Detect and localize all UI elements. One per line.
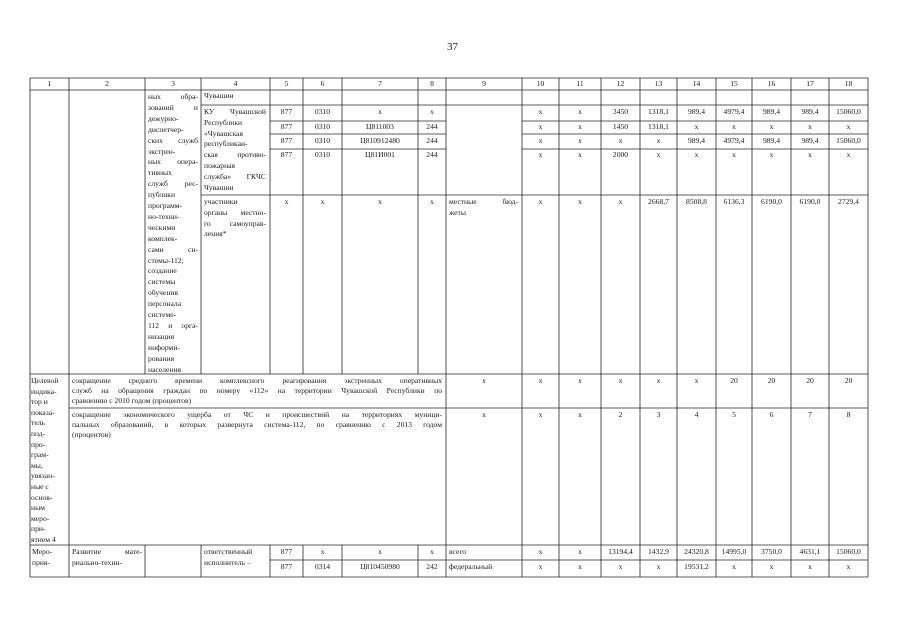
table-cell: x bbox=[732, 562, 736, 571]
table-cell: 20 bbox=[730, 376, 738, 385]
text-line: Развитие мате- bbox=[72, 547, 142, 556]
column-header: 7 bbox=[378, 79, 382, 88]
text-line: пожарная bbox=[204, 161, 236, 170]
table-cell: x bbox=[578, 376, 582, 385]
table-cell: x bbox=[618, 136, 623, 145]
text-line: комплек- bbox=[148, 233, 178, 243]
table-cell: 3 bbox=[656, 410, 661, 419]
table-cell: 0310 bbox=[314, 107, 331, 116]
text-line: обучения bbox=[148, 288, 178, 298]
table-cell: 877 bbox=[280, 122, 293, 131]
text-line: создание bbox=[148, 266, 177, 276]
text-line: основ- bbox=[31, 492, 53, 502]
text-line: ответственный bbox=[204, 547, 253, 556]
text-line: Меро- bbox=[32, 547, 53, 556]
text-line: сравнению с 2010 годом (процентов) bbox=[72, 395, 192, 405]
table-cell: 0310 bbox=[314, 122, 331, 131]
column-header: 9 bbox=[482, 79, 486, 88]
column-header: 13 bbox=[654, 79, 663, 88]
text-line: ных опера- bbox=[148, 157, 198, 167]
table-cell: 244 bbox=[426, 150, 438, 159]
column-header: 5 bbox=[284, 79, 289, 88]
table-cell: 0310 bbox=[314, 150, 331, 159]
table-cell: 15060,0 bbox=[836, 136, 861, 145]
table-cell: x bbox=[656, 376, 661, 385]
table-cell: x bbox=[538, 197, 543, 206]
text-line: диспетчер- bbox=[148, 124, 184, 134]
table-cell: x bbox=[578, 197, 582, 206]
table-cell: 20 bbox=[844, 376, 853, 385]
table-cell: 3450 bbox=[612, 107, 629, 116]
table-cell: 2668,7 bbox=[648, 197, 669, 206]
text-line: участники bbox=[204, 197, 238, 206]
table-cell: 877 bbox=[280, 150, 293, 159]
table-cell: 1318,1 bbox=[648, 107, 669, 116]
table-cell: 24320,8 bbox=[684, 547, 709, 556]
table-cell: 989,4 bbox=[801, 107, 819, 116]
table-cell: 8508,8 bbox=[686, 197, 707, 206]
text-line: тор и bbox=[31, 397, 48, 407]
table-cell: 20 bbox=[806, 376, 814, 385]
page-number: 37 bbox=[447, 41, 458, 53]
table-cell: 20 bbox=[767, 376, 776, 385]
table-cell: 0314 bbox=[314, 562, 331, 571]
table-cell: x bbox=[694, 376, 699, 385]
text-line: меро- bbox=[31, 513, 50, 523]
column-header: 12 bbox=[616, 79, 625, 88]
text-line: тивных bbox=[148, 168, 172, 178]
table-cell: x bbox=[378, 107, 382, 116]
text-line: грам- bbox=[31, 450, 49, 460]
text-line: служба» ГКЧС bbox=[204, 171, 266, 181]
text-line: жеты bbox=[449, 207, 466, 217]
text-line: низация bbox=[148, 331, 175, 341]
table-cell: 989,4 bbox=[762, 107, 781, 116]
text-line: системе- bbox=[148, 310, 177, 319]
table-cell: 989,4 bbox=[687, 107, 706, 116]
table-cell: 989,4 bbox=[687, 136, 706, 145]
table-cell: x bbox=[618, 376, 623, 385]
text-line: при- bbox=[31, 524, 46, 534]
table-cell: x bbox=[578, 122, 582, 131]
table-cell: x bbox=[694, 122, 699, 131]
table-cell: x bbox=[618, 562, 623, 571]
table-cell: 989,4 bbox=[801, 136, 819, 145]
table-cell: x bbox=[578, 547, 582, 556]
text-line: местные бюд- bbox=[449, 197, 518, 206]
table-cell: x bbox=[578, 136, 582, 145]
table-cell: x bbox=[808, 562, 812, 571]
table-cell: 1432,9 bbox=[648, 547, 669, 556]
column-header: 18 bbox=[844, 79, 853, 88]
column-header: 8 bbox=[430, 79, 434, 88]
table-cell: Ц810912480 bbox=[360, 136, 400, 145]
column-header: 16 bbox=[767, 79, 776, 88]
text-line: индика- bbox=[31, 386, 57, 396]
text-line: Целевой bbox=[31, 376, 59, 385]
text-line: Чувашии bbox=[204, 182, 234, 192]
table-cell: x bbox=[482, 376, 486, 385]
table-cell: 4631,1 bbox=[799, 547, 821, 556]
table-cell: x bbox=[538, 136, 543, 145]
table-cell: x bbox=[538, 562, 543, 571]
table-cell: x bbox=[656, 562, 661, 571]
table-cell: x bbox=[769, 150, 774, 159]
text-line: но-техни- bbox=[148, 211, 180, 221]
text-line: органы местно- bbox=[204, 207, 266, 217]
text-line: пальных образований, в которых развернута система-112, по сравнению с 2013 годом bbox=[72, 419, 442, 429]
text-line: ская противо- bbox=[204, 150, 266, 160]
text-line: Республики bbox=[204, 117, 243, 127]
table-cell: x bbox=[656, 150, 661, 159]
table-cell: x bbox=[808, 150, 812, 159]
column-header: 10 bbox=[536, 79, 545, 88]
table-cell: x bbox=[538, 150, 543, 159]
table-cell: x bbox=[538, 547, 543, 556]
table-cell: x bbox=[846, 562, 851, 571]
text-line: прия- bbox=[32, 558, 50, 567]
table-cell: x bbox=[656, 136, 661, 145]
text-line: служб на обращения граждан по номеру «112» на территории Чувашской Республики по bbox=[72, 385, 442, 395]
table-cell: 244 bbox=[426, 122, 438, 131]
text-line: дежурно- bbox=[148, 113, 179, 123]
text-line: про- bbox=[31, 439, 46, 449]
column-header: 1 bbox=[47, 79, 52, 88]
text-line: ских служб bbox=[148, 135, 198, 145]
table-cell: x bbox=[430, 547, 434, 556]
text-line: ления* bbox=[204, 229, 227, 239]
table-cell: всего bbox=[449, 547, 467, 556]
table-cell: x bbox=[769, 122, 774, 131]
table-cell: 1450 bbox=[612, 122, 629, 131]
table-cell: 242 bbox=[426, 562, 438, 571]
table-cell: 877 bbox=[280, 136, 293, 145]
table-cell: x bbox=[538, 107, 543, 116]
table-cell: Ц810450980 bbox=[360, 562, 400, 571]
table-cell: 877 bbox=[280, 547, 293, 556]
column-header: 2 bbox=[105, 79, 109, 88]
table-cell: x bbox=[808, 122, 812, 131]
table-cell: 5 bbox=[732, 410, 736, 419]
table-cell: 244 bbox=[426, 136, 438, 145]
column-header: 3 bbox=[171, 79, 175, 88]
text-line: ятием 4 bbox=[31, 535, 56, 544]
table-cell: 4 bbox=[694, 410, 699, 419]
table-cell: x bbox=[538, 410, 543, 419]
text-line: под- bbox=[31, 429, 46, 438]
table-cell: 1318,1 bbox=[648, 122, 669, 131]
text-line: персонала bbox=[148, 299, 182, 309]
column-header: 14 bbox=[692, 79, 701, 88]
column-header: 17 bbox=[806, 79, 814, 88]
table-cell: 19531,2 bbox=[684, 562, 709, 571]
table-cell: 14995,0 bbox=[721, 547, 747, 556]
text-line: публики bbox=[148, 190, 176, 200]
table-cell: Ц811003 bbox=[366, 122, 394, 131]
text-line: увязан- bbox=[31, 471, 55, 481]
table-cell: 13194,4 bbox=[608, 547, 633, 556]
table-cell: 6136,3 bbox=[723, 197, 745, 206]
text-line: го самоуправ- bbox=[204, 218, 266, 228]
text-line: исполнитель – bbox=[204, 558, 251, 567]
table-cell: x bbox=[538, 122, 543, 131]
table-cell: 3750,0 bbox=[761, 547, 782, 556]
table-cell: 4979,4 bbox=[723, 136, 745, 145]
table-cell: x bbox=[578, 150, 582, 159]
text-line: риально-техни- bbox=[72, 558, 122, 567]
table-cell: x bbox=[320, 197, 325, 206]
text-line: сами си- bbox=[148, 244, 198, 254]
column-header: 15 bbox=[730, 79, 738, 88]
table-cell: x bbox=[320, 547, 325, 556]
text-line: ных обра- bbox=[148, 92, 198, 101]
text-line: населения bbox=[148, 364, 182, 374]
text-line: зований и bbox=[148, 102, 198, 112]
table-cell: 989,4 bbox=[762, 136, 781, 145]
table-cell: x bbox=[846, 122, 851, 131]
text-line: Чувашии bbox=[204, 91, 234, 100]
table-cell: 15060,0 bbox=[836, 107, 861, 116]
table-cell: 6190,0 bbox=[799, 197, 821, 206]
text-line: «Чувашская bbox=[204, 128, 244, 138]
table-cell: x bbox=[618, 197, 623, 206]
table-cell: 4979,4 bbox=[723, 107, 745, 116]
column-header: 6 bbox=[320, 79, 325, 88]
table-cell: 2729,4 bbox=[838, 197, 859, 206]
table-cell: x bbox=[378, 547, 382, 556]
table-cell: 15060,0 bbox=[836, 547, 861, 556]
column-header: 11 bbox=[576, 79, 584, 88]
text-line: ческими bbox=[148, 222, 176, 232]
table-cell: x bbox=[694, 150, 699, 159]
text-line: системы bbox=[148, 277, 176, 287]
text-line: КУ Чувашской bbox=[204, 107, 266, 116]
text-line: ным bbox=[31, 503, 45, 513]
table-cell: 877 bbox=[280, 107, 293, 116]
text-line: рования bbox=[148, 353, 175, 363]
table-cell: 6 bbox=[769, 410, 774, 419]
table-cell: Ц81И001 bbox=[365, 150, 395, 159]
text-line: мы, bbox=[31, 460, 43, 470]
table-cell: x bbox=[769, 562, 774, 571]
text-line: стемы-112; bbox=[148, 255, 184, 265]
table-cell: x bbox=[482, 410, 486, 419]
table-cell: x bbox=[378, 197, 382, 206]
text-line: (процентов) bbox=[72, 429, 111, 439]
text-line: сокращение экономического ущерба от ЧС и происшествий на территориях муници- bbox=[72, 410, 442, 419]
column-header: 4 bbox=[233, 79, 238, 88]
text-line: показа- bbox=[31, 407, 55, 417]
table-cell: 2000 bbox=[612, 150, 629, 159]
text-line: программ- bbox=[148, 201, 183, 210]
table-cell: x bbox=[430, 197, 434, 206]
table-cell: 2 bbox=[618, 410, 623, 419]
text-line: сокращение среднего времени комплексного реагирования экстренных оперативных bbox=[72, 376, 442, 385]
table-cell: 0310 bbox=[314, 136, 331, 145]
table-cell: 6190,0 bbox=[761, 197, 782, 206]
text-line: республикан- bbox=[204, 139, 248, 149]
table-cell: 7 bbox=[808, 410, 812, 419]
table-cell: x bbox=[732, 150, 736, 159]
table-cell: 8 bbox=[846, 410, 851, 419]
text-line: 112 и орга- bbox=[148, 320, 198, 330]
table-cell: x bbox=[578, 410, 582, 419]
text-line: информи- bbox=[148, 342, 180, 352]
table-cell: x bbox=[538, 376, 543, 385]
table-cell: x bbox=[430, 107, 434, 116]
table-cell: x bbox=[578, 562, 582, 571]
table-cell: x bbox=[732, 122, 736, 131]
text-line: служб рес- bbox=[148, 179, 198, 189]
table-cell: федеральный bbox=[449, 562, 493, 571]
text-line: экстрен- bbox=[148, 146, 176, 156]
text-line: тель bbox=[31, 418, 45, 428]
table-cell: x bbox=[578, 107, 582, 116]
text-line: ные с bbox=[31, 482, 49, 491]
table-cell: x bbox=[284, 197, 289, 206]
table-cell: 877 bbox=[280, 562, 293, 571]
table-cell: x bbox=[846, 150, 851, 159]
